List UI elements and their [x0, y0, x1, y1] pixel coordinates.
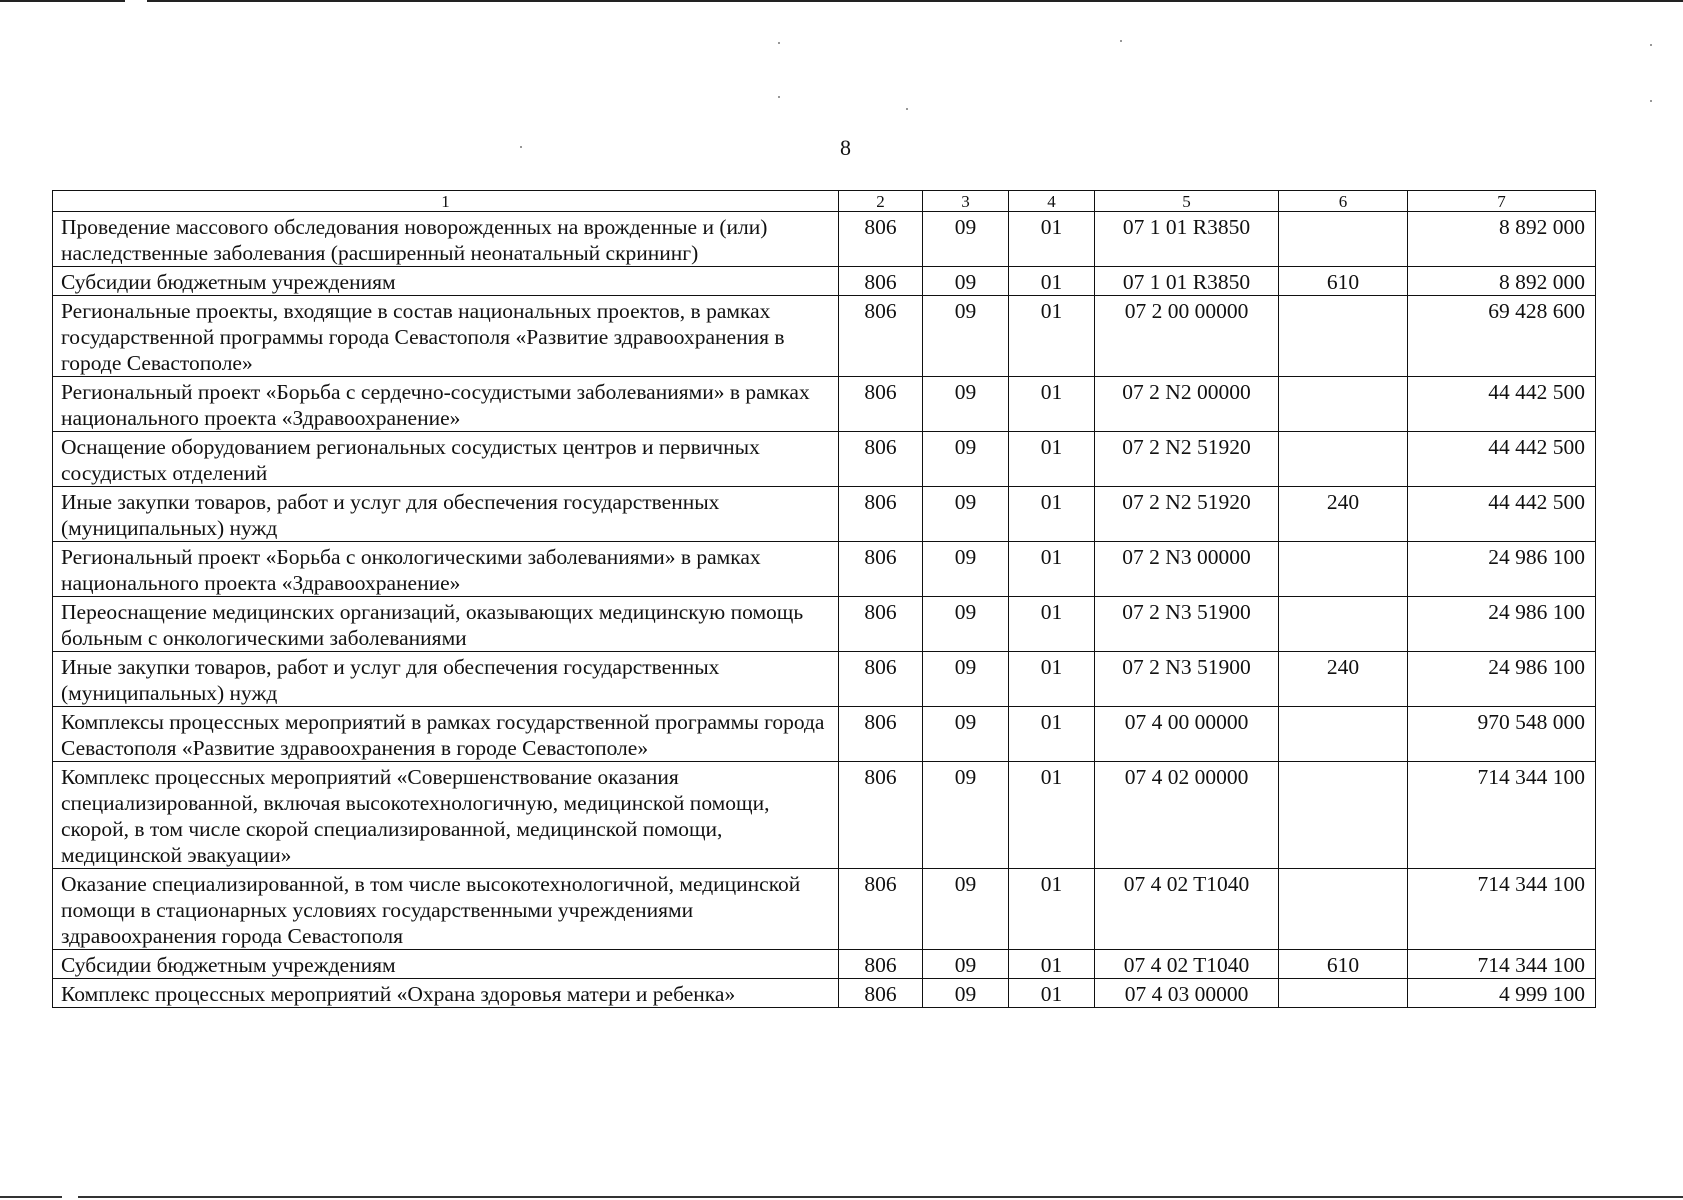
subsection-code: 01: [1009, 950, 1095, 979]
ministry-code: 806: [839, 707, 923, 762]
table-row: [53, 432, 1596, 487]
ministry-code: 806: [839, 487, 923, 542]
amount: 69 428 600: [1408, 296, 1596, 377]
expense-type-code: [1279, 296, 1408, 377]
budget-table: [52, 190, 1596, 1008]
target-article-code: 07 2 N2 51920: [1095, 487, 1279, 542]
item-name: Иные закупки товаров, работ и услуг для обеспечения государственных (муниципальных) нужд: [53, 487, 839, 542]
target-article-code: 07 2 N3 51900: [1095, 597, 1279, 652]
subsection-code: 01: [1009, 267, 1095, 296]
column-number-row: [53, 191, 1596, 212]
section-code: 09: [923, 296, 1009, 377]
item-name: Оказание специализированной, в том числе высокотехнологичной, медицинской помощи в стационарных условиях государственными учреждениями здравоохранения города Севастополя: [53, 869, 839, 950]
section-code: 09: [923, 950, 1009, 979]
column-header: 2: [839, 191, 923, 212]
column-header: 7: [1408, 191, 1596, 212]
table-row: [53, 950, 1596, 979]
scan-speck: [1650, 100, 1652, 102]
table-row: [53, 296, 1596, 377]
ministry-code: 806: [839, 542, 923, 597]
ministry-code: 806: [839, 950, 923, 979]
ministry-code: 806: [839, 296, 923, 377]
subsection-code: 01: [1009, 597, 1095, 652]
section-code: 09: [923, 432, 1009, 487]
subsection-code: 01: [1009, 377, 1095, 432]
item-name: Проведение массового обследования новорожденных на врожденные и (или) наследственные заболевания (расширенный неонатальный скрининг): [53, 212, 839, 267]
expense-type-code: 610: [1279, 267, 1408, 296]
amount: 714 344 100: [1408, 762, 1596, 869]
section-code: 09: [923, 542, 1009, 597]
amount: 714 344 100: [1408, 869, 1596, 950]
column-header: 1: [53, 191, 839, 212]
target-article-code: 07 4 02 00000: [1095, 762, 1279, 869]
table-row: [53, 707, 1596, 762]
target-article-code: 07 2 00 00000: [1095, 296, 1279, 377]
scan-speck: [778, 96, 780, 98]
amount: 4 999 100: [1408, 979, 1596, 1008]
item-name: Переоснащение медицинских организаций, оказывающих медицинскую помощь больным с онкологическими заболеваниями: [53, 597, 839, 652]
amount: 24 986 100: [1408, 542, 1596, 597]
ministry-code: 806: [839, 432, 923, 487]
amount: 8 892 000: [1408, 267, 1596, 296]
item-name: Региональный проект «Борьба с сердечно-сосудистыми заболеваниями» в рамках национального проекта «Здравоохранение»: [53, 377, 839, 432]
expense-type-code: 240: [1279, 652, 1408, 707]
expense-type-code: 610: [1279, 950, 1408, 979]
table-row: [53, 762, 1596, 869]
section-code: 09: [923, 707, 1009, 762]
ministry-code: 806: [839, 652, 923, 707]
subsection-code: 01: [1009, 212, 1095, 267]
target-article-code: 07 4 02 T1040: [1095, 950, 1279, 979]
target-article-code: 07 4 02 T1040: [1095, 869, 1279, 950]
scan-speck: [1120, 40, 1122, 42]
scan-speck: [906, 108, 908, 110]
item-name: Комплекс процессных мероприятий «Совершенствование оказания специализированной, включая высокотехнологичную, медицинской помощи, скорой, в том числе скорой специализированной, медицинской помощи, медицинской эвакуации»: [53, 762, 839, 869]
item-name: Иные закупки товаров, работ и услуг для обеспечения государственных (муниципальных) нужд: [53, 652, 839, 707]
expense-type-code: [1279, 597, 1408, 652]
section-code: 09: [923, 267, 1009, 296]
expense-type-code: 240: [1279, 487, 1408, 542]
ministry-code: 806: [839, 377, 923, 432]
scan-speck: [778, 42, 780, 44]
item-name: Субсидии бюджетным учреждениям: [53, 267, 839, 296]
item-name: Комплекс процессных мероприятий «Охрана здоровья матери и ребенка»: [53, 979, 839, 1008]
amount: 24 986 100: [1408, 652, 1596, 707]
section-code: 09: [923, 762, 1009, 869]
target-article-code: 07 1 01 R3850: [1095, 212, 1279, 267]
amount: 44 442 500: [1408, 377, 1596, 432]
target-article-code: 07 2 N3 51900: [1095, 652, 1279, 707]
expense-type-code: [1279, 212, 1408, 267]
expense-type-code: [1279, 707, 1408, 762]
table-row: [53, 652, 1596, 707]
subsection-code: 01: [1009, 869, 1095, 950]
target-article-code: 07 1 01 R3850: [1095, 267, 1279, 296]
amount: 44 442 500: [1408, 487, 1596, 542]
ministry-code: 806: [839, 212, 923, 267]
amount: 8 892 000: [1408, 212, 1596, 267]
table-row: [53, 487, 1596, 542]
target-article-code: 07 4 00 00000: [1095, 707, 1279, 762]
table-row: [53, 542, 1596, 597]
scan-edge-bottom: [0, 1196, 1683, 1198]
table-row: [53, 377, 1596, 432]
section-code: 09: [923, 487, 1009, 542]
expense-type-code: [1279, 869, 1408, 950]
subsection-code: 01: [1009, 296, 1095, 377]
scan-edge-top: [0, 0, 1683, 2]
target-article-code: 07 2 N3 00000: [1095, 542, 1279, 597]
table-row: [53, 869, 1596, 950]
amount: 714 344 100: [1408, 950, 1596, 979]
item-name: Региональные проекты, входящие в состав национальных проектов, в рамках государственной программы города Севастополя «Развитие здравоохранения в городе Севастополе»: [53, 296, 839, 377]
expense-type-code: [1279, 762, 1408, 869]
expense-type-code: [1279, 979, 1408, 1008]
item-name: Региональный проект «Борьба с онкологическими заболеваниями» в рамках национального проекта «Здравоохранение»: [53, 542, 839, 597]
item-name: Оснащение оборудованием региональных сосудистых центров и первичных сосудистых отделений: [53, 432, 839, 487]
amount: 24 986 100: [1408, 597, 1596, 652]
ministry-code: 806: [839, 979, 923, 1008]
amount: 44 442 500: [1408, 432, 1596, 487]
target-article-code: 07 4 03 00000: [1095, 979, 1279, 1008]
column-header: 4: [1009, 191, 1095, 212]
table-row: [53, 979, 1596, 1008]
subsection-code: 01: [1009, 487, 1095, 542]
target-article-code: 07 2 N2 00000: [1095, 377, 1279, 432]
section-code: 09: [923, 652, 1009, 707]
section-code: 09: [923, 869, 1009, 950]
section-code: 09: [923, 979, 1009, 1008]
ministry-code: 806: [839, 597, 923, 652]
item-name: Субсидии бюджетным учреждениям: [53, 950, 839, 979]
amount: 970 548 000: [1408, 707, 1596, 762]
table-row: [53, 597, 1596, 652]
expense-type-code: [1279, 542, 1408, 597]
column-header: 6: [1279, 191, 1408, 212]
expense-type-code: [1279, 432, 1408, 487]
scan-speck: [1650, 44, 1652, 46]
section-code: 09: [923, 377, 1009, 432]
table-row: [53, 267, 1596, 296]
subsection-code: 01: [1009, 652, 1095, 707]
section-code: 09: [923, 212, 1009, 267]
ministry-code: 806: [839, 869, 923, 950]
section-code: 09: [923, 597, 1009, 652]
ministry-code: 806: [839, 267, 923, 296]
table-row: [53, 212, 1596, 267]
subsection-code: 01: [1009, 542, 1095, 597]
subsection-code: 01: [1009, 762, 1095, 869]
ministry-code: 806: [839, 762, 923, 869]
column-header: 3: [923, 191, 1009, 212]
subsection-code: 01: [1009, 707, 1095, 762]
subsection-code: 01: [1009, 432, 1095, 487]
column-header: 5: [1095, 191, 1279, 212]
page-number: 8: [840, 135, 851, 160]
subsection-code: 01: [1009, 979, 1095, 1008]
target-article-code: 07 2 N2 51920: [1095, 432, 1279, 487]
expense-type-code: [1279, 377, 1408, 432]
item-name: Комплексы процессных мероприятий в рамках государственной программы города Севастополя «Развитие здравоохранения в городе Севастополе»: [53, 707, 839, 762]
